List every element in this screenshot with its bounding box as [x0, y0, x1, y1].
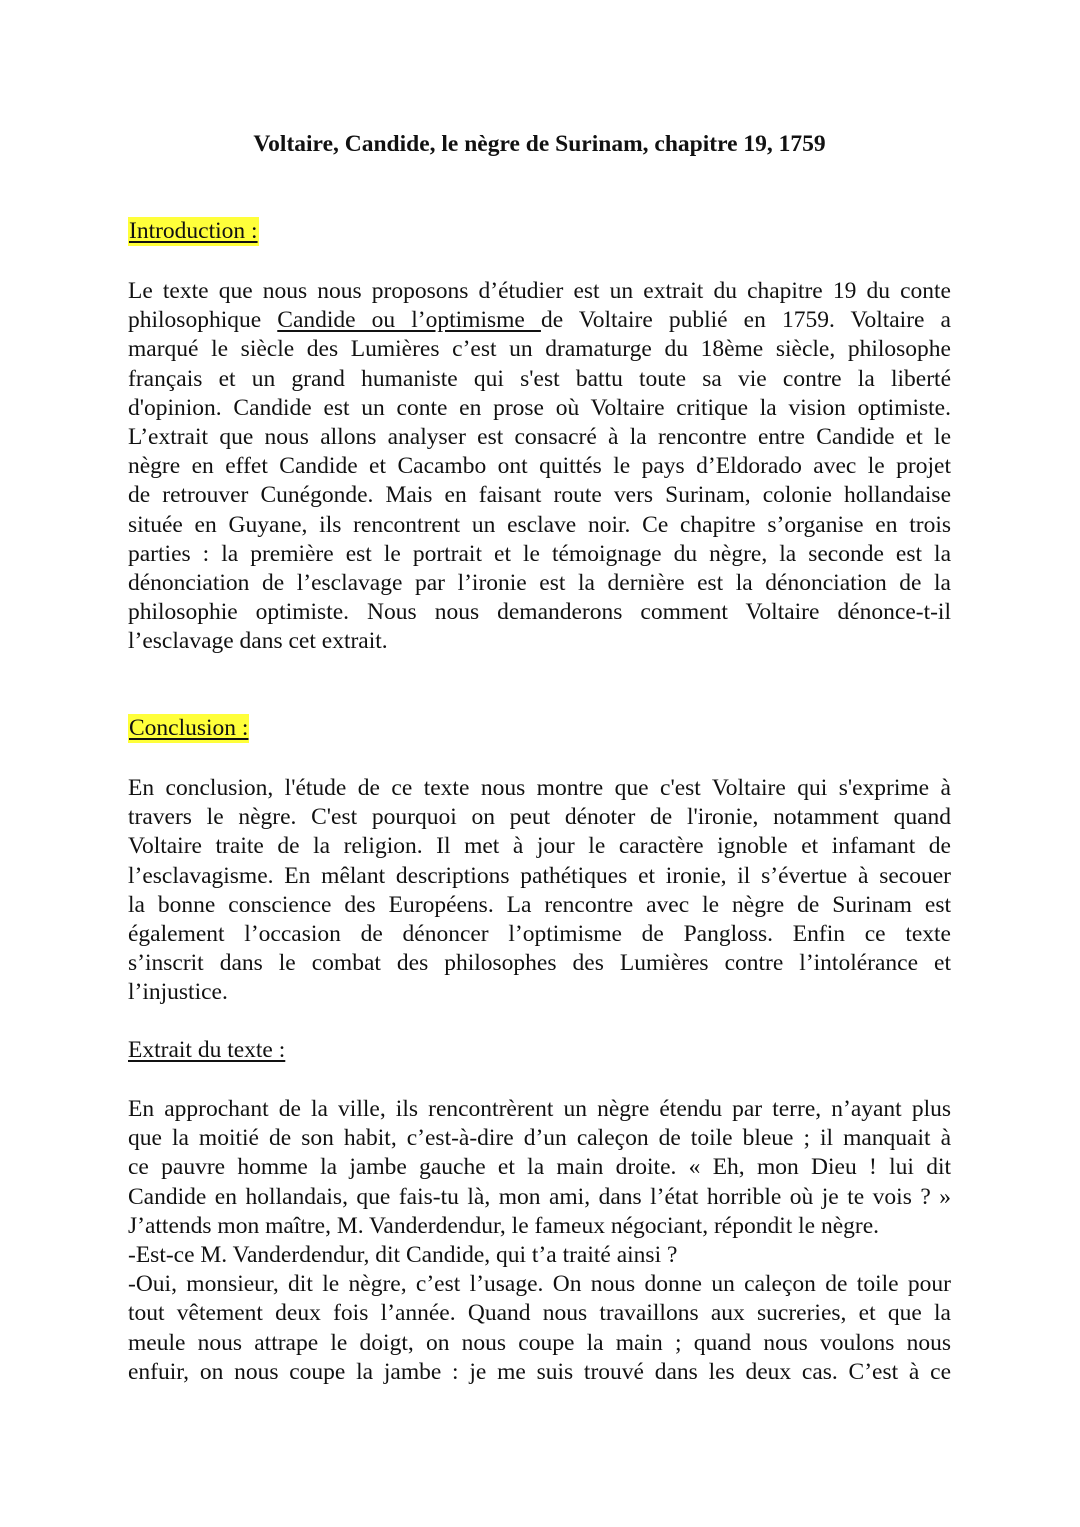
text-line: située en Guyane, ils rencontrent un esclave noir. Ce chapitre s’organise en trois	[128, 511, 951, 538]
text-line: -Oui, monsieur, dit le nègre, c’est l’usage. On nous donne un caleçon de toile pour	[128, 1271, 951, 1298]
text-line: En approchant de la ville, ils rencontrèrent un nègre étendu par terre, n’ayant plus	[128, 1096, 951, 1122]
text-line: enfuir, on nous coupe la jambe : je me suis trouvé dans les deux cas. C’est à ce	[128, 1358, 951, 1385]
text-line: L’extrait que nous allons analyser est consacré à la rencontre entre Candide et le	[128, 424, 951, 451]
text-line: Voltaire traite de la religion. Il met à jour le caractère ignoble et infamant de	[128, 833, 951, 860]
book-title-underlined: Candide ou l’optimisme	[277, 307, 541, 334]
text-line: de retrouver Cunégonde. Mais en faisant route vers Surinam, colonie hollandaise	[128, 482, 951, 509]
extract-paragraph	[128, 1095, 951, 1387]
text-line: philosophique Candide ou l’optimisme de Voltaire publié en 1759. Voltaire a	[128, 307, 951, 334]
text-line: philosophie optimiste. Nous nous demanderons comment Voltaire dénonce-t-il	[128, 599, 951, 626]
text-line: meule nous attrape le doigt, on nous coupe la main ; quand nous voulons nous	[128, 1329, 951, 1356]
text-line: l’esclavage dans cet extrait.	[128, 628, 388, 655]
text-line: ce pauvre homme la jambe gauche et la main droite. « Eh, mon Dieu ! lui dit	[128, 1154, 951, 1181]
text-line: travers le nègre. C'est pourquoi on peut dénoter de l'ironie, notamment quand	[128, 804, 951, 831]
extract-heading: Extrait du texte :	[128, 1037, 286, 1063]
text-line: tout vêtement deux fois l’année. Quand nous travaillons aux sucreries, et que la	[128, 1300, 951, 1327]
text-line: -Est-ce M. Vanderdendur, dit Candide, qui t’a traité ainsi ?	[128, 1242, 678, 1269]
text-line: J’attends mon maître, M. Vanderdendur, le fameux négociant, répondit le nègre.	[128, 1212, 880, 1239]
text-line: également l’occasion de dénoncer l’optimisme de Pangloss. Enfin ce texte	[128, 921, 951, 948]
introduction-heading: Introduction :	[129, 218, 258, 244]
document-title: Voltaire, Candide, le nègre de Surinam, chapitre 19, 1759	[253, 131, 826, 157]
text-line: dénonciation de l’esclavage par l’ironie est la dernière est la dénonciation de la	[128, 570, 951, 597]
text-line: l’injustice.	[128, 979, 228, 1006]
text-line: s’inscrit dans le combat des philosophes des Lumières contre l’intolérance et	[128, 950, 951, 977]
text-line: que la moitié de son habit, c’est-à-dire d’un caleçon de toile bleue ; il manquait à	[128, 1125, 951, 1152]
text-line: nègre en effet Candide et Cacambo ont quittés le pays d’Eldorado avec le projet	[128, 453, 951, 480]
text-line: l’esclavagisme. En mêlant descriptions pathétiques et ironie, il s’évertue à secouer	[128, 862, 951, 889]
introduction-paragraph	[128, 277, 951, 657]
text-line: En conclusion, l'étude de ce texte nous montre que c'est Voltaire qui s'exprime à	[128, 775, 951, 801]
text-line: la bonne conscience des Européens. La rencontre avec le nègre de Surinam est	[128, 891, 951, 918]
text-line: marqué le siècle des Lumières c’est un dramaturge du 18ème siècle, philosophe	[128, 336, 951, 363]
text-line: Candide en hollandais, que fais-tu là, mon ami, dans l’état horrible où je te vois ? »	[128, 1183, 951, 1210]
text-line: français et un grand humaniste qui s'est battu toute sa vie contre la liberté	[128, 365, 951, 392]
text-line: parties : la première est le portrait et le témoignage du nègre, la seconde est la	[128, 540, 951, 567]
text-line: d'opinion. Candide est un conte en prose où Voltaire critique la vision optimiste.	[128, 394, 951, 421]
conclusion-heading: Conclusion :	[129, 715, 249, 741]
conclusion-paragraph	[128, 774, 951, 1008]
text-line: Le texte que nous nous proposons d’étudier est un extrait du chapitre 19 du conte	[128, 278, 951, 304]
